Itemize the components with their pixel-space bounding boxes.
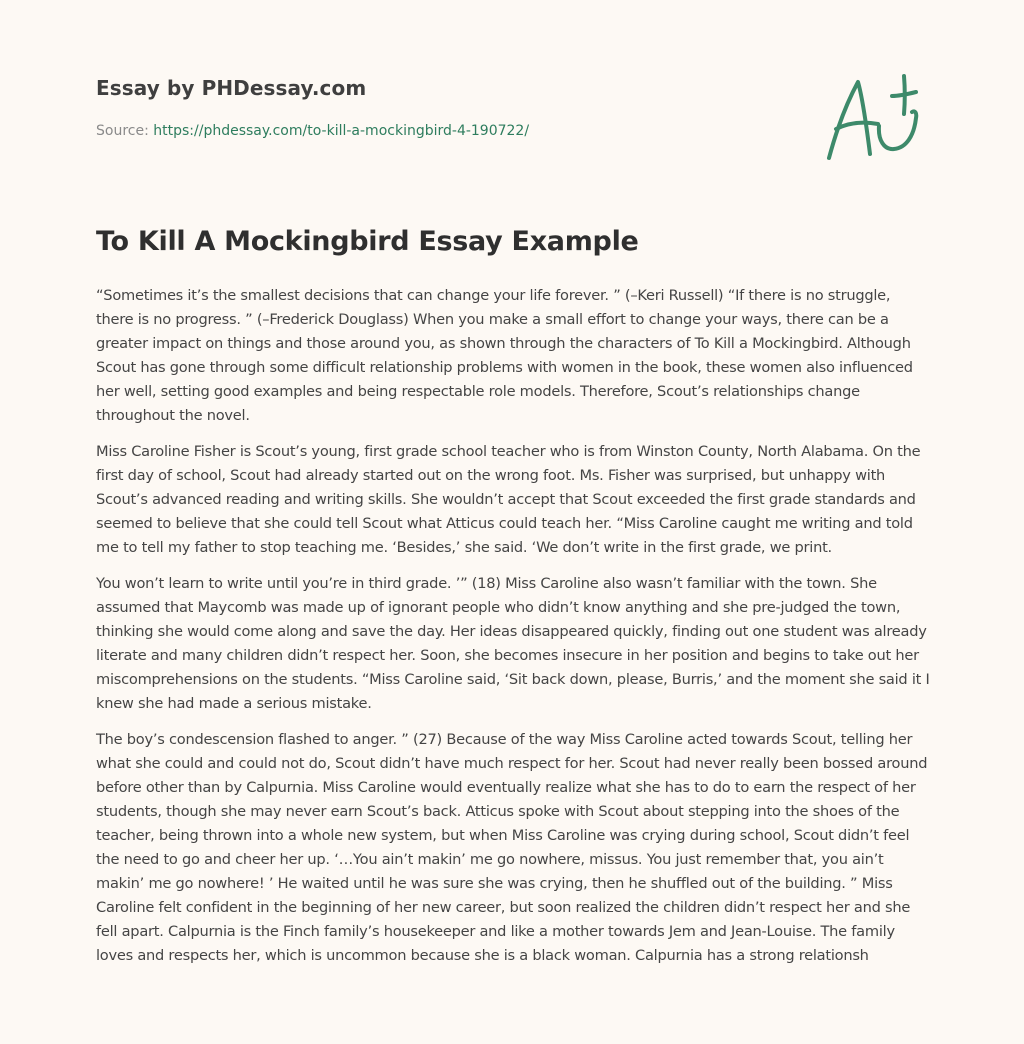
a-plus-grade-icon <box>822 66 930 166</box>
source-link[interactable]: https://phdessay.com/to-kill-a-mockingbird-4-190722/ <box>153 123 530 139</box>
essay-paragraph: “Sometimes it’s the smallest decisions that can change your life forever. ” (–Keri Russell) “If there is no struggle, there is no progress. ” (–Frederick Douglass) When you make a small effort to change your ways, there can be a greater impact on things and those around you, as shown through the characters of To Kill a Mockingbird. Although Scout has gone through some difficult relationship problems with women in the book, these women also influenced her well, setting good examples and being respectable role models. Therefore, Scout’s relationships change throughout the novel. <box>96 287 913 424</box>
essay-paragraph: You won’t learn to write until you’re in third grade. ’” (18) Miss Caroline also wasn’t familiar with the town. She assumed that Maycomb was made up of ignorant people who didn’t know anything and she pre-judged the town, thinking she would come along and save the day. Her ideas disappeared quickly, finding out one student was already literate and many children didn’t respect her. Soon, she becomes insecure in her position and begins to take out her miscomprehensions on the students. “Miss Caroline said, ‘Sit back down, please, Burris,’ and the moment she said it I knew she had made a serious mistake. <box>96 575 930 712</box>
source-label: Source: <box>96 123 154 139</box>
essay-body <box>96 284 931 980</box>
source-line <box>96 123 796 139</box>
site-brand: Essay by PHDessay.com <box>96 76 367 100</box>
essay-header <box>96 76 796 139</box>
essay-paragraph: Miss Caroline Fisher is Scout’s young, first grade school teacher who is from Winston County, North Alabama. On the first day of school, Scout had already started out on the wrong foot. Ms. Fisher was surprised, but unhappy with Scout’s advanced reading and writing skills. She wouldn’t accept that Scout exceeded the first grade standards and seemed to believe that she could tell Scout what Atticus could teach her. “Miss Caroline caught me writing and told me to tell my father to stop teaching me. ‘Besides,’ she said. ‘We don’t write in the first grade, we print. <box>96 443 921 556</box>
essay-title: To Kill A Mockingbird Essay Example <box>96 226 639 257</box>
essay-paragraph: The boy’s condescension flashed to anger. ” (27) Because of the way Miss Caroline acted towards Scout, telling her what she could and could not do, Scout didn’t have much respect for her. Scout had never really been bossed around before other than by Calpurnia. Miss Caroline would eventually realize what she has to do to earn the respect of her students, though she may never earn Scout’s back. Atticus spoke with Scout about stepping into the shoes of the teacher, being thrown into a whole new system, but when Miss Caroline was crying during school, Scout didn’t feel the need to go and cheer her up. ‘…You ain’t makin’ me go nowhere, missus. You just remember that, you ain’t makin’ me go nowhere! ’ He waited until he was sure she was crying, then he shuffled out of the building. ” Miss Caroline felt confident in the beginning of her new career, but soon realized the children didn’t respect her and she fell apart. Calpurnia is the Finch family’s housekeeper and like a mother towards Jem and Jean-Louise. The family loves and respects her, which is uncommon because she is a black woman. Calpurnia has a strong relationsh <box>96 731 928 964</box>
